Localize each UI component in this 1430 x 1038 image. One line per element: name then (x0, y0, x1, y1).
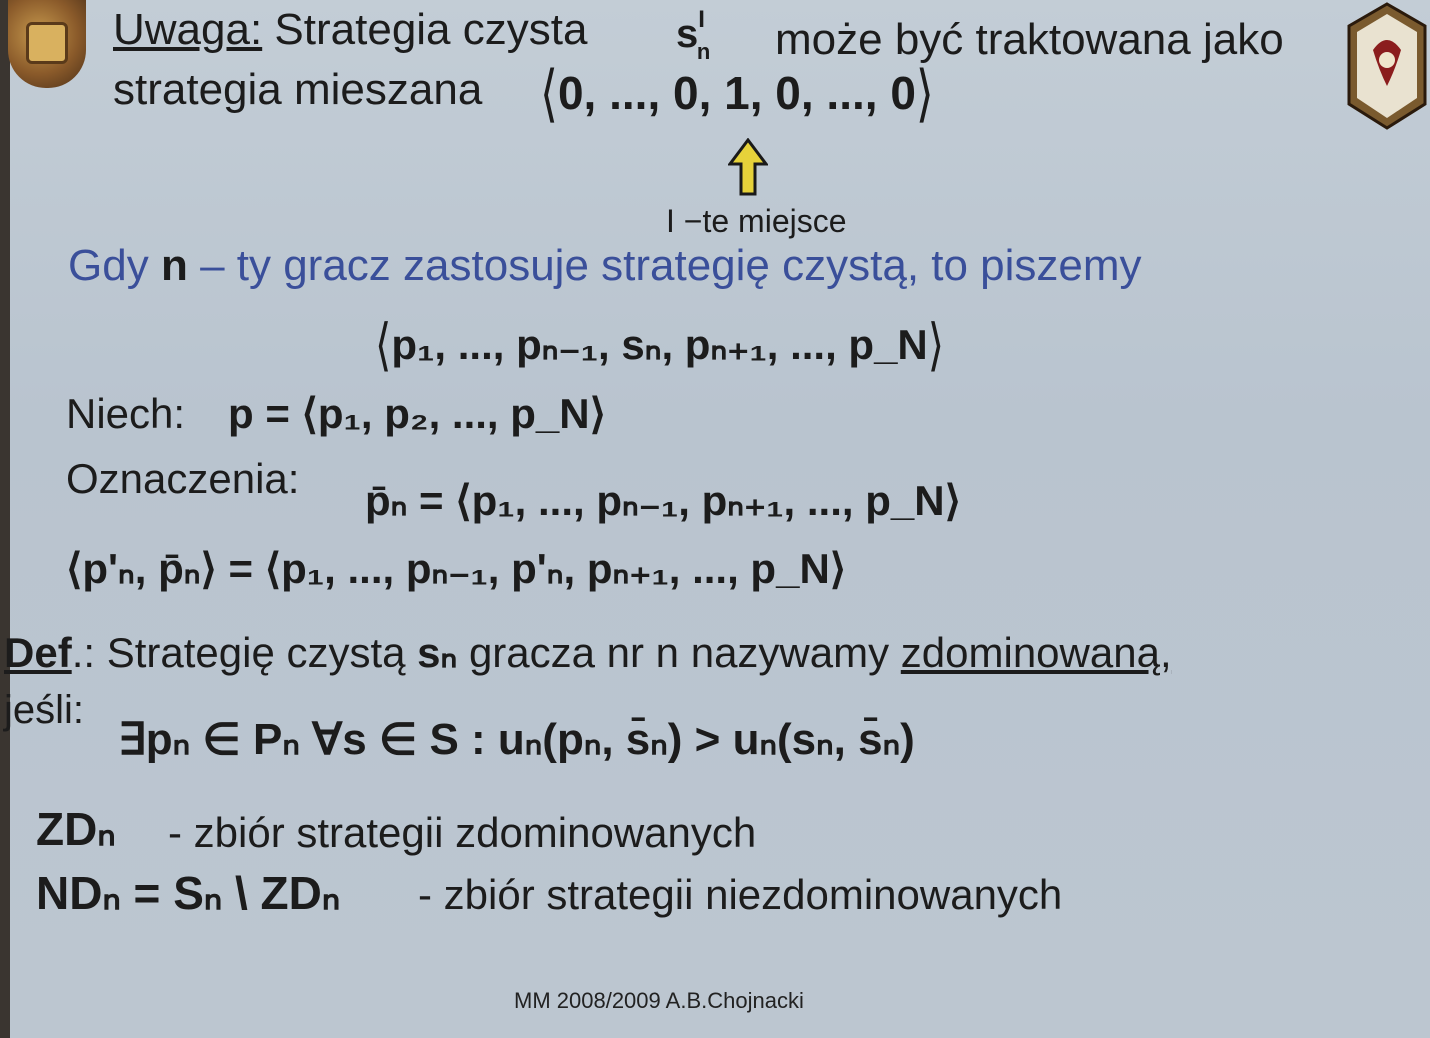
pure-strategy-symbol: $s^I_n$ (676, 6, 711, 64)
def-label: Def (4, 629, 72, 676)
gdy-line: Gdy n – ty gracz zastosuje strategię czystą, to piszemy (68, 241, 1142, 290)
university-logo-left-icon (8, 0, 86, 88)
nd-symbol: NDₙ = Sₙ \ ZDₙ (36, 867, 341, 919)
eagle-emblem-icon (1343, 0, 1430, 132)
zd-description: - zbiór strategii zdominowanych (168, 809, 757, 856)
formula-profile: p = ⟨p₁, p₂, ..., p_N⟩ (228, 390, 606, 437)
definition-line: Def.: Strategię czystą sₙ gracza nr n nazywamy zdominowaną, (4, 629, 1172, 676)
formula-replaced-profile: ⟨p'ₙ, p̄ₙ⟩ = ⟨p₁, ..., pₙ₋₁, p'ₙ, pₙ₊₁, ..., p_N⟩ (66, 545, 847, 592)
formula-pure-substitution: ⟨p₁, ..., pₙ₋₁, sₙ, pₙ₊₁, ..., p_N⟩ (375, 312, 945, 377)
up-arrow-icon (728, 138, 768, 196)
dominance-condition: ∃pₙ ∈ Pₙ ∀s ∈ S : uₙ(pₙ, s̄ₙ) > uₙ(sₙ, s̄ₙ) (118, 715, 915, 764)
def-symbol: sₙ (417, 629, 458, 676)
jesli-label: jeśli: (4, 688, 85, 732)
uwaga-tail: może być traktowana jako (775, 15, 1284, 64)
oznaczenia-label: Oznaczenia: (66, 455, 300, 502)
dominated-term: zdominowaną, (900, 629, 1172, 676)
niech-label: Niech: (66, 390, 186, 437)
nd-description: - zbiór strategii niezdominowanych (418, 871, 1063, 918)
slide-edge (0, 0, 10, 1038)
mixed-vector: ⟨0, ..., 0, 1, 0, ..., 0⟩ (540, 57, 934, 129)
uwaga-text: Strategia czysta (274, 5, 588, 54)
zd-symbol: ZDₙ (36, 803, 116, 855)
uwaga-label: Uwaga: (113, 5, 263, 54)
uwaga-line (113, 5, 588, 54)
mixed-strategy-text: strategia mieszana (113, 65, 483, 114)
footer: MM 2008/2009 A.B.Chojnacki (514, 988, 804, 1013)
formula-others-profile: p̄ₙ = ⟨p₁, ..., pₙ₋₁, pₙ₊₁, ..., p_N⟩ (365, 477, 961, 524)
position-label: I −te miejsce (666, 203, 847, 239)
